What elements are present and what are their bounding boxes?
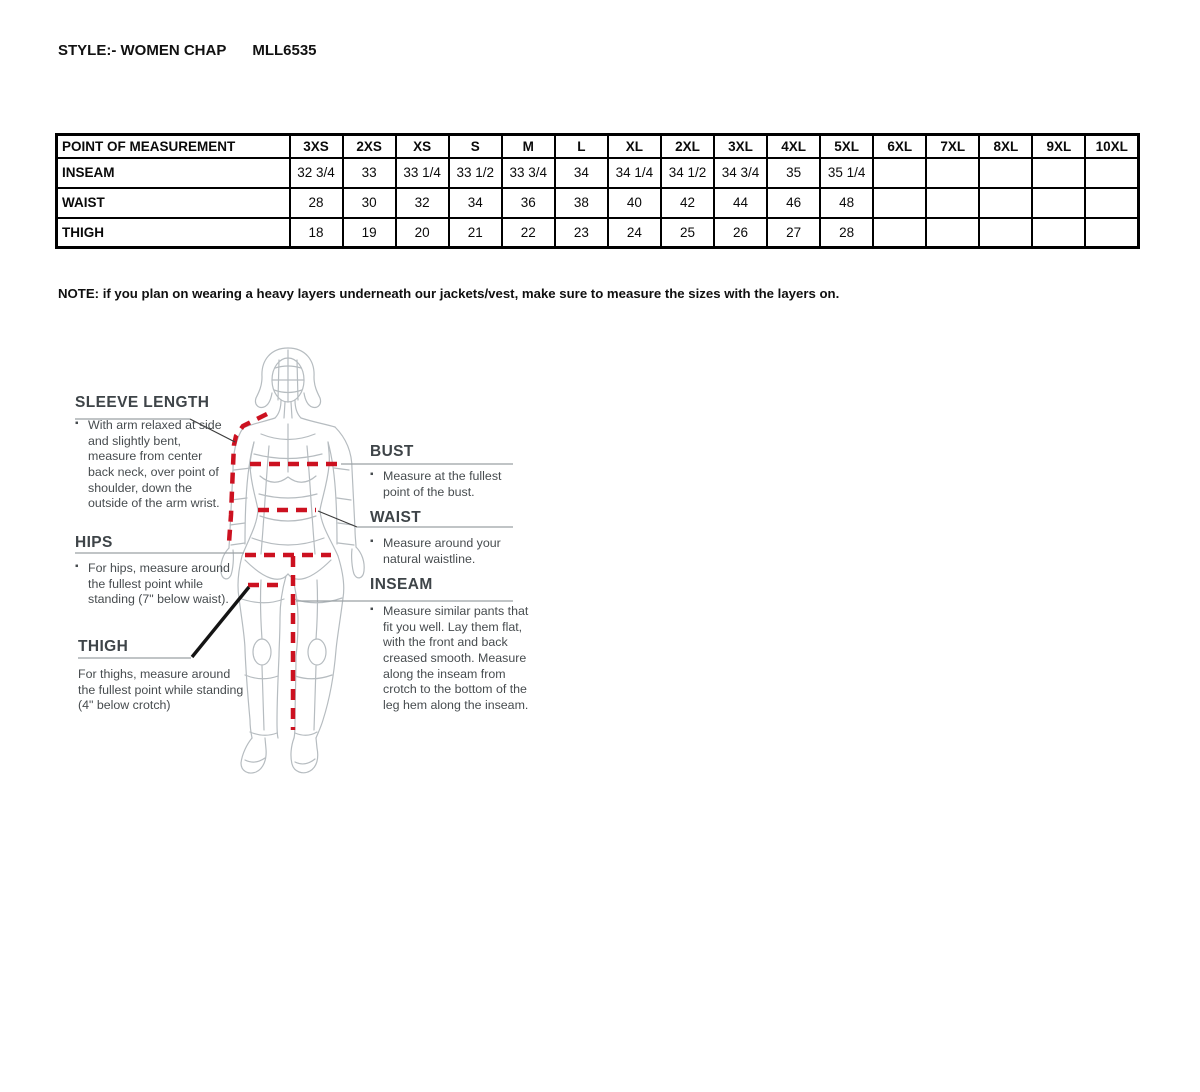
sleeve-length-label-group — [75, 394, 225, 512]
measurement-cell: 34 3/4 — [714, 158, 767, 188]
col-header-point-of-measurement: POINT OF MEASUREMENT — [57, 135, 290, 158]
measurement-cell: 23 — [555, 218, 608, 248]
note-text: NOTE: if you plan on wearing a heavy layers underneath our jackets/vest, make sure to measure the sizes with the layers on. — [58, 286, 840, 301]
measurement-cell — [979, 158, 1032, 188]
size-table-body — [57, 158, 1139, 248]
measurement-cell: 24 — [608, 218, 661, 248]
measurement-cell: 38 — [555, 188, 608, 218]
measurement-cell — [873, 218, 926, 248]
measurement-cell: 19 — [343, 218, 396, 248]
col-header-size-8XL: 8XL — [979, 135, 1032, 158]
col-header-size-6XL: 6XL — [873, 135, 926, 158]
col-header-size-2XL: 2XL — [661, 135, 714, 158]
inseam-label-group — [370, 576, 530, 713]
col-header-size-10XL: 10XL — [1085, 135, 1138, 158]
sleeve-length-heading: SLEEVE LENGTH — [75, 394, 210, 411]
size-table-row-thigh — [57, 218, 1139, 248]
col-header-size-L: L — [555, 135, 608, 158]
bust-label-group — [370, 443, 520, 500]
col-header-size-7XL: 7XL — [926, 135, 979, 158]
measurement-cell: 34 1/4 — [608, 158, 661, 188]
measurement-cell — [926, 158, 979, 188]
measurement-cell: 33 1/4 — [396, 158, 449, 188]
measurement-cell: 18 — [290, 218, 343, 248]
measurement-cell: 42 — [661, 188, 714, 218]
measurement-cell — [926, 188, 979, 218]
style-code: MLL6535 — [252, 42, 317, 59]
hips-label-group — [75, 534, 240, 608]
measurement-cell: 48 — [820, 188, 873, 218]
col-header-size-XL: XL — [608, 135, 661, 158]
measurement-cell: 34 — [555, 158, 608, 188]
measurement-cell: 34 — [449, 188, 502, 218]
measurement-cell — [1032, 188, 1085, 218]
col-header-size-3XL: 3XL — [714, 135, 767, 158]
measurement-cell: 32 3/4 — [290, 158, 343, 188]
col-header-size-2XS: 2XS — [343, 135, 396, 158]
waist-text: ▪ Measure around your natural waistline. — [370, 536, 518, 567]
measurement-cell — [979, 188, 1032, 218]
measurement-cell: 33 3/4 — [502, 158, 555, 188]
measurement-cell: 32 — [396, 188, 449, 218]
measurement-cell — [979, 218, 1032, 248]
waist-heading: WAIST — [370, 509, 422, 526]
measurement-cell: 22 — [502, 218, 555, 248]
waist-label-group — [370, 509, 520, 567]
measurement-cell — [873, 158, 926, 188]
col-header-size-M: M — [502, 135, 555, 158]
measurement-cell — [1085, 188, 1138, 218]
sleeve-length-text: ▪ With arm relaxed at side and slightly bent, measure from center back neck, over point of shoulder, down the outside of the arm wrist. — [75, 418, 226, 512]
measurement-cell — [1032, 158, 1085, 188]
measurement-cell: 26 — [714, 218, 767, 248]
col-header-size-XS: XS — [396, 135, 449, 158]
measurement-cell — [926, 218, 979, 248]
measurement-cell — [1032, 218, 1085, 248]
measurement-guide-diagram — [55, 330, 620, 790]
row-label: THIGH — [57, 218, 290, 248]
measurement-cell: 36 — [502, 188, 555, 218]
hips-text: ▪ For hips, measure around the fullest point while standing (7" below waist). — [75, 561, 238, 608]
measurement-cell: 21 — [449, 218, 502, 248]
col-header-size-9XL: 9XL — [1032, 135, 1085, 158]
measurement-cell: 33 — [343, 158, 396, 188]
size-table-row-waist — [57, 188, 1139, 218]
measurement-cell: 35 1/4 — [820, 158, 873, 188]
thigh-text: For thighs, measure around the fullest point while standing (4" below crotch) — [78, 667, 244, 713]
row-label: INSEAM — [57, 158, 290, 188]
bust-heading: BUST — [370, 443, 414, 460]
col-header-size-S: S — [449, 135, 502, 158]
col-header-size-5XL: 5XL — [820, 135, 873, 158]
thigh-label-group — [78, 638, 253, 714]
measurement-cell — [1085, 218, 1138, 248]
measurement-cell: 33 1/2 — [449, 158, 502, 188]
size-table-header-row — [57, 135, 1139, 158]
measurement-cell: 27 — [767, 218, 820, 248]
inseam-heading: INSEAM — [370, 576, 433, 593]
thigh-heading: THIGH — [78, 638, 129, 655]
measurement-cell: 35 — [767, 158, 820, 188]
measurement-cell — [873, 188, 926, 218]
document-title — [58, 42, 317, 59]
size-measurement-table — [55, 133, 1140, 249]
measurement-cell: 44 — [714, 188, 767, 218]
measurement-cell: 40 — [608, 188, 661, 218]
measurement-cell: 28 — [290, 188, 343, 218]
measurement-cell: 46 — [767, 188, 820, 218]
measurement-cell: 28 — [820, 218, 873, 248]
hips-heading: HIPS — [75, 534, 113, 551]
measurement-cell — [1085, 158, 1138, 188]
measurement-cell: 34 1/2 — [661, 158, 714, 188]
bust-text: ▪ Measure at the fullest point of the bust. — [370, 469, 523, 500]
measurement-cell: 25 — [661, 218, 714, 248]
col-header-size-3XS: 3XS — [290, 135, 343, 158]
col-header-size-4XL: 4XL — [767, 135, 820, 158]
measurement-cell: 20 — [396, 218, 449, 248]
row-label: WAIST — [57, 188, 290, 218]
size-table-row-inseam — [57, 158, 1139, 188]
style-label: STYLE:- WOMEN CHAP — [58, 42, 227, 59]
measurement-cell: 30 — [343, 188, 396, 218]
inseam-text: ▪ Measure similar pants that fit you well. Lay them flat, with the front and back creased smooth. Measure along the inseam from crotch to the bottom of the leg hem along the inseam. — [370, 604, 535, 713]
